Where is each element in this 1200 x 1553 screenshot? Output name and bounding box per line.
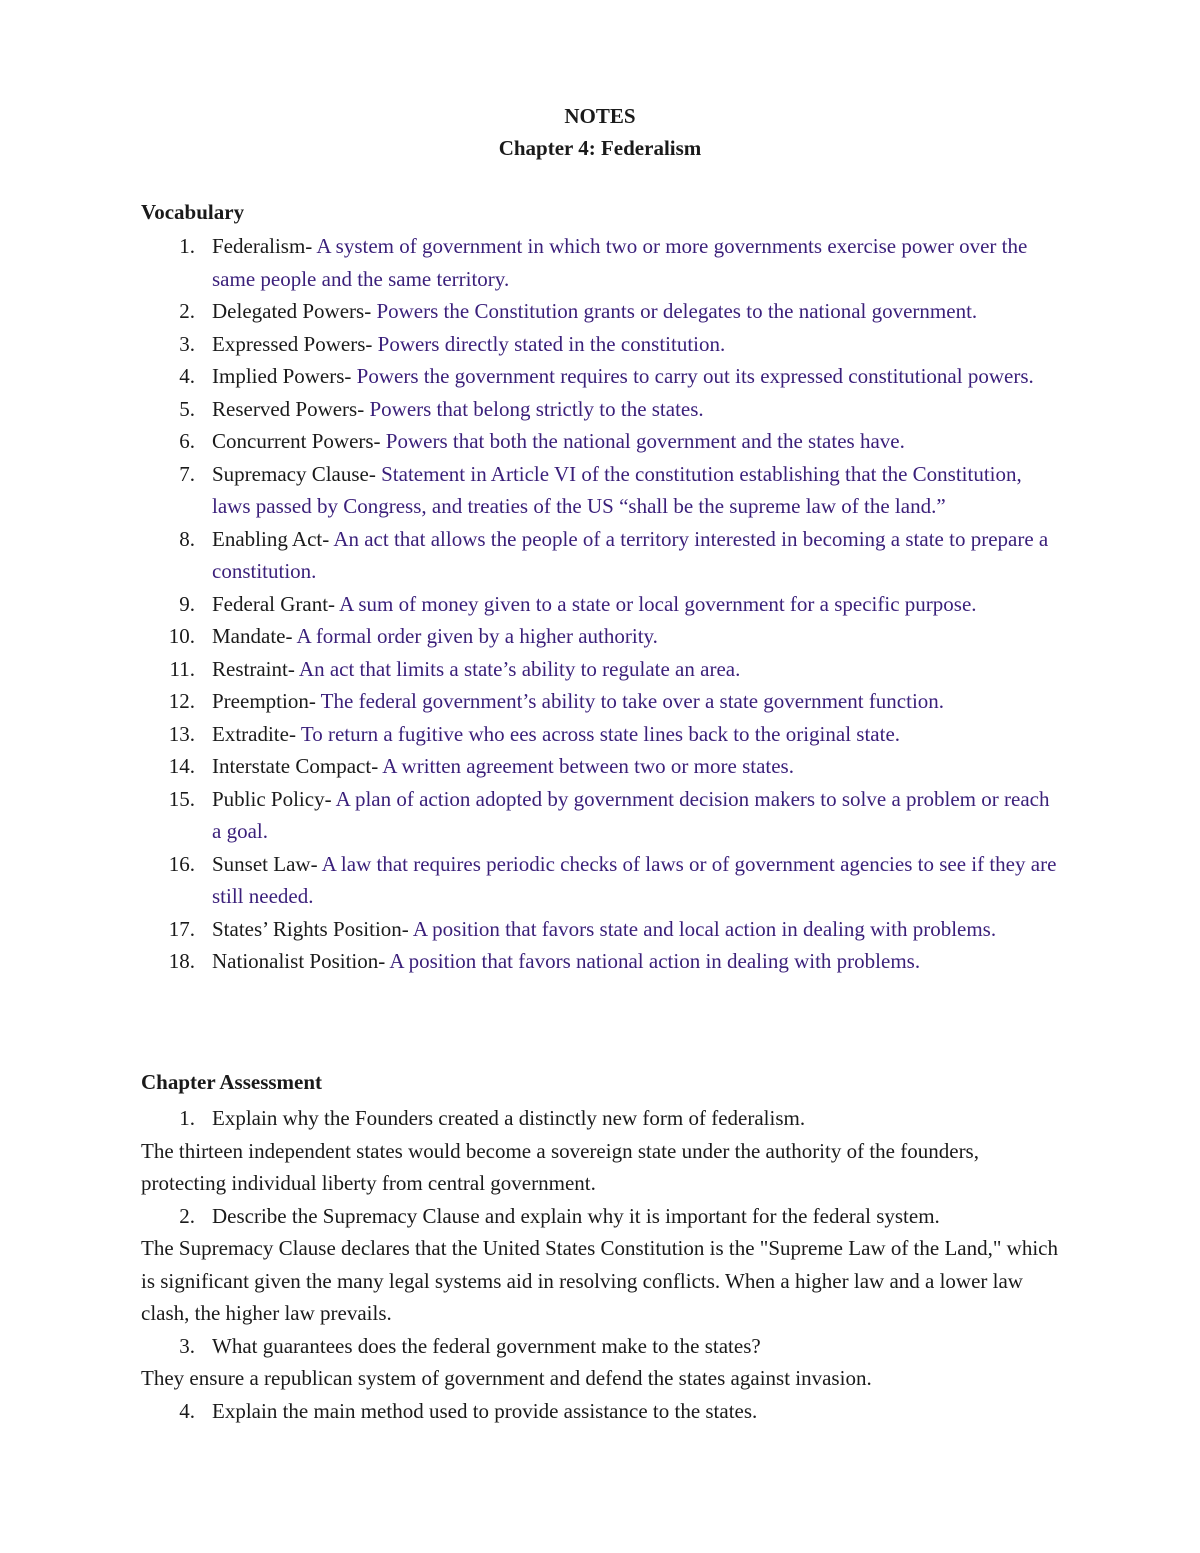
vocab-entry — [212, 588, 1062, 621]
vocab-item — [0, 295, 1200, 328]
vocab-definition: Statement in Article VI of the constitution establishing that the Constitution, laws passed by Congress, and treaties of the US “shall be the supreme law of the land.” — [212, 461, 1022, 518]
answer-text: The Supremacy Clause declares that the United States Constitution is the "Supreme Law of the Land," which is significant given the many legal systems aid in resolving conflicts. When a higher law and a lower law clash, the higher law prevails. — [141, 1236, 1059, 1325]
list-number: 2. — [179, 299, 195, 323]
vocab-entry — [212, 230, 1062, 295]
vocab-item — [0, 913, 1200, 946]
vocab-entry — [212, 783, 1062, 848]
list-number: 9. — [179, 591, 195, 616]
vocab-item — [0, 425, 1200, 458]
list-number: 6. — [179, 429, 195, 453]
vocab-term: Implied Powers- — [212, 364, 352, 388]
vocab-item — [0, 783, 1200, 848]
vocabulary-heading: Vocabulary — [141, 200, 245, 224]
vocab-item — [0, 945, 1200, 978]
vocab-entry — [212, 750, 1062, 783]
list-number: 15. — [168, 786, 195, 811]
question-text: Describe the Supremacy Clause and explain why it is important for the federal system. — [212, 1203, 940, 1228]
answer-text: The thirteen independent states would become a sovereign state under the authority of the founders, protecting individual liberty from central government. — [141, 1138, 979, 1195]
chapter-title: Chapter 4: Federalism — [498, 136, 702, 160]
vocab-item — [0, 848, 1200, 913]
page-title: NOTES — [564, 104, 636, 128]
vocab-entry — [212, 360, 1062, 393]
vocab-definition: A law that requires periodic checks of laws or of government agencies to see if they are still needed. — [212, 851, 1057, 908]
list-number: 7. — [179, 461, 195, 486]
vocab-term: Federal Grant- — [212, 591, 336, 616]
list-number: 14. — [168, 754, 195, 778]
vocab-item — [0, 458, 1200, 523]
vocab-entry — [212, 945, 1062, 978]
vocab-entry — [212, 425, 1062, 458]
assessment-heading: Chapter Assessment — [141, 1070, 323, 1094]
vocab-definition: An act that allows the people of a territory interested in becoming a state to prepare a constitution. — [212, 526, 1049, 583]
vocab-entry — [212, 328, 1062, 361]
vocab-term: Interstate Compact- — [212, 754, 379, 778]
vocab-term: Preemption- — [212, 689, 316, 713]
list-number: 3. — [179, 331, 195, 356]
vocab-definition: A plan of action adopted by government decision makers to solve a problem or reach a goal. — [212, 786, 1050, 843]
vocab-definition: Powers the Constitution grants or delegates to the national government. — [371, 299, 978, 323]
vocab-definition: An act that limits a state’s ability to regulate an area. — [294, 656, 741, 681]
vocab-definition: A formal order given by a higher authority. — [292, 624, 658, 648]
vocab-entry — [212, 458, 1062, 523]
vocab-item — [0, 620, 1200, 653]
list-number: 3. — [179, 1333, 195, 1358]
vocab-term: Restraint- — [212, 656, 295, 681]
vocab-item — [0, 328, 1200, 361]
vocab-term: Enabling Act- — [212, 526, 330, 551]
vocab-item — [0, 653, 1200, 686]
vocab-term: Delegated Powers- — [212, 299, 372, 323]
list-number: 11. — [169, 656, 195, 681]
list-number: 10. — [168, 624, 195, 648]
vocab-entry — [212, 620, 1062, 653]
list-number: 1. — [179, 1106, 195, 1130]
list-number: 8. — [179, 526, 195, 551]
question-text: Explain the main method used to provide assistance to the states. — [212, 1398, 758, 1423]
list-number: 1. — [179, 234, 195, 258]
list-number: 16. — [168, 851, 195, 876]
vocab-definition: To return a fugitive who ees across state lines back to the original state. — [295, 721, 901, 746]
list-number: 4. — [179, 1398, 195, 1423]
assessment-question — [0, 1330, 1200, 1363]
vocab-item — [0, 360, 1200, 393]
vocab-term: Supremacy Clause- — [212, 461, 376, 486]
list-number: 5. — [179, 396, 195, 421]
vocab-item — [0, 523, 1200, 588]
vocab-entry — [212, 718, 1062, 751]
vocab-entry — [212, 685, 1062, 718]
answer-text: They ensure a republican system of government and defend the states against invasion. — [141, 1366, 872, 1390]
vocab-definition: Powers that belong strictly to the states. — [364, 396, 704, 421]
question-text: Explain why the Founders created a distinctly new form of federalism. — [212, 1106, 806, 1130]
vocab-item — [0, 230, 1200, 295]
vocab-term: Federalism- — [212, 234, 313, 258]
vocab-item — [0, 685, 1200, 718]
assessment-question — [0, 1200, 1200, 1233]
vocabulary-list — [0, 230, 1200, 978]
vocab-definition: Powers directly stated in the constitution. — [372, 331, 726, 356]
vocab-term: Concurrent Powers- — [212, 429, 381, 453]
vocab-entry — [212, 913, 1062, 946]
list-number: 17. — [168, 916, 195, 941]
question-text: What guarantees does the federal government make to the states? — [212, 1333, 761, 1358]
list-number: 4. — [179, 364, 195, 388]
vocab-item — [0, 393, 1200, 426]
vocab-term: Reserved Powers- — [212, 396, 365, 421]
vocab-term: Sunset Law- — [212, 851, 318, 876]
list-number: 18. — [168, 949, 195, 973]
vocab-definition: Powers that both the national government and the states have. — [380, 429, 905, 453]
vocab-definition: A position that favors state and local action in dealing with problems. — [408, 916, 997, 941]
vocab-term: Extradite- — [212, 721, 296, 746]
list-number: 2. — [179, 1203, 195, 1228]
list-number: 12. — [168, 689, 195, 713]
assessment-list — [0, 1102, 1200, 1427]
assessment-question — [0, 1102, 1200, 1135]
list-number: 13. — [168, 721, 195, 746]
vocab-entry — [212, 848, 1062, 913]
vocab-entry — [212, 523, 1062, 588]
assessment-question — [0, 1395, 1200, 1428]
vocab-definition: A system of government in which two or more governments exercise power over the same people and the same territory. — [212, 234, 1028, 291]
vocab-term: Nationalist Position- — [212, 949, 386, 973]
vocab-term: Mandate- — [212, 624, 293, 648]
vocab-entry — [212, 653, 1062, 686]
vocab-definition: A written agreement between two or more states. — [378, 754, 794, 778]
vocab-term: States’ Rights Position- — [212, 916, 409, 941]
vocab-entry — [212, 393, 1062, 426]
vocab-definition: A position that favors national action in dealing with problems. — [385, 949, 921, 973]
vocab-item — [0, 588, 1200, 621]
vocab-definition: Powers the government requires to carry out its expressed constitutional powers. — [351, 364, 1034, 388]
vocab-item — [0, 750, 1200, 783]
vocab-term: Public Policy- — [212, 786, 332, 811]
vocab-definition: The federal government’s ability to take over a state government function. — [315, 689, 945, 713]
vocab-term: Expressed Powers- — [212, 331, 373, 356]
vocab-item — [0, 718, 1200, 751]
vocab-entry — [212, 295, 1062, 328]
vocab-definition: A sum of money given to a state or local government for a specific purpose. — [335, 591, 977, 616]
